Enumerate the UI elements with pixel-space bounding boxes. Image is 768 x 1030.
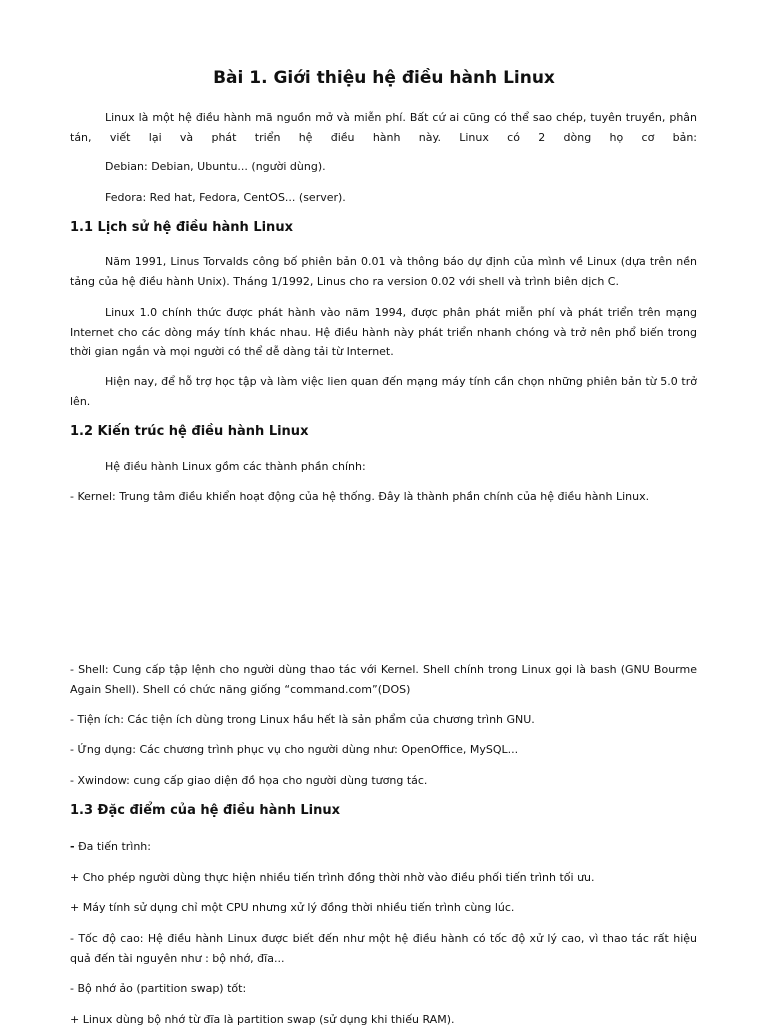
section-1-heading: 1.1 Lịch sử hệ điều hành Linux — [70, 220, 293, 235]
section-2-heading: 1.2 Kiến trúc hệ điều hành Linux — [70, 424, 309, 439]
intro-debian: Debian: Debian, Ubuntu... (người dùng). — [105, 160, 326, 173]
feature-speed: - Tốc độ cao: Hệ điều hành Linux được biết đến như một hệ điều hành có tốc độ xử lý cao, vì thao tác rất hiệu quả đến tài nguyên như : bộ nhớ, đĩa... — [70, 932, 697, 965]
section-1-paragraph-3: Hiện nay, để hỗ trợ học tập và làm việc lien quan đến mạng máy tính cần chọn những phiên bản từ 5.0 trở lên. — [70, 375, 697, 408]
feature-multitask — [70, 837, 151, 857]
section-2-intro: Hệ điều hành Linux gồm các thành phần chính: — [105, 460, 366, 473]
feature-multitask-item-1: + Cho phép người dùng thực hiện nhiều tiến trình đồng thời nhờ vào điều phối tiến trình tối ưu. — [70, 871, 595, 884]
list-item-kernel: - Kernel: Trung tâm điều khiển hoạt động của hệ thống. Đây là thành phần chính của hệ điều hành Linux. — [70, 490, 650, 503]
feature-multitask-item-2: + Máy tính sử dụng chỉ một CPU nhưng xử lý đồng thời nhiều tiến trình cùng lúc. — [70, 901, 515, 914]
list-item-shell: - Shell: Cung cấp tập lệnh cho người dùng thao tác với Kernel. Shell chính trong Linux gọi là bash (GNU Bourme Again Shell). Shell có chức năng giống “command.com”(DOS) — [70, 663, 697, 696]
list-item-utilities: - Tiện ích: Các tiện ích dùng trong Linux hầu hết là sản phẩm của chương trình GNU. — [70, 713, 535, 726]
list-item-applications: - Ứng dụng: Các chương trình phục vụ cho người dùng như: OpenOffice, MySQL... — [70, 743, 519, 756]
list-item-xwindow: - Xwindow: cung cấp giao diện đồ họa cho người dùng tương tác. — [70, 774, 428, 787]
feature-multitask-label: Đa tiến trình: — [74, 840, 151, 853]
intro-fedora: Fedora: Red hat, Fedora, CentOS... (server). — [105, 191, 346, 204]
feature-multitask-dash: - — [70, 840, 75, 853]
section-1-paragraph-2: Linux 1.0 chính thức được phát hành vào năm 1994, được phân phát miễn phí và phát triển trên mạng Internet cho các dòng máy tính khác nhau. Hệ điều hành này phát triển nhanh chóng và trở nên phổ biến trong thời gian ngắn và mọi người có thể dễ dàng tải từ Internet. — [70, 306, 697, 358]
section-3-heading: 1.3 Đặc điểm của hệ điều hành Linux — [70, 803, 341, 818]
feature-swap: - Bộ nhớ ảo (partition swap) tốt: — [70, 982, 247, 995]
intro-paragraph: Linux là một hệ điều hành mã nguồn mở và miễn phí. Bất cứ ai cũng có thể sao chép, tuyên truyền, phân tán, viết lại và phát triển hệ điều hành này. Linux có 2 dòng họ cơ bản: — [70, 111, 697, 144]
feature-swap-item-1: + Linux dùng bộ nhớ từ đĩa là partition swap (sử dụng khi thiếu RAM). — [70, 1013, 455, 1026]
section-1-paragraph-1: Năm 1991, Linus Torvalds công bố phiên bản 0.01 và thông báo dự định của mình về Linux (dựa trên nền tảng của hệ điều hành Unix). Tháng 1/1992, Linus cho ra version 0.02 với shell và trình biên dịch C. — [70, 255, 697, 288]
page-title: Bài 1. Giới thiệu hệ điều hành Linux — [213, 68, 555, 88]
